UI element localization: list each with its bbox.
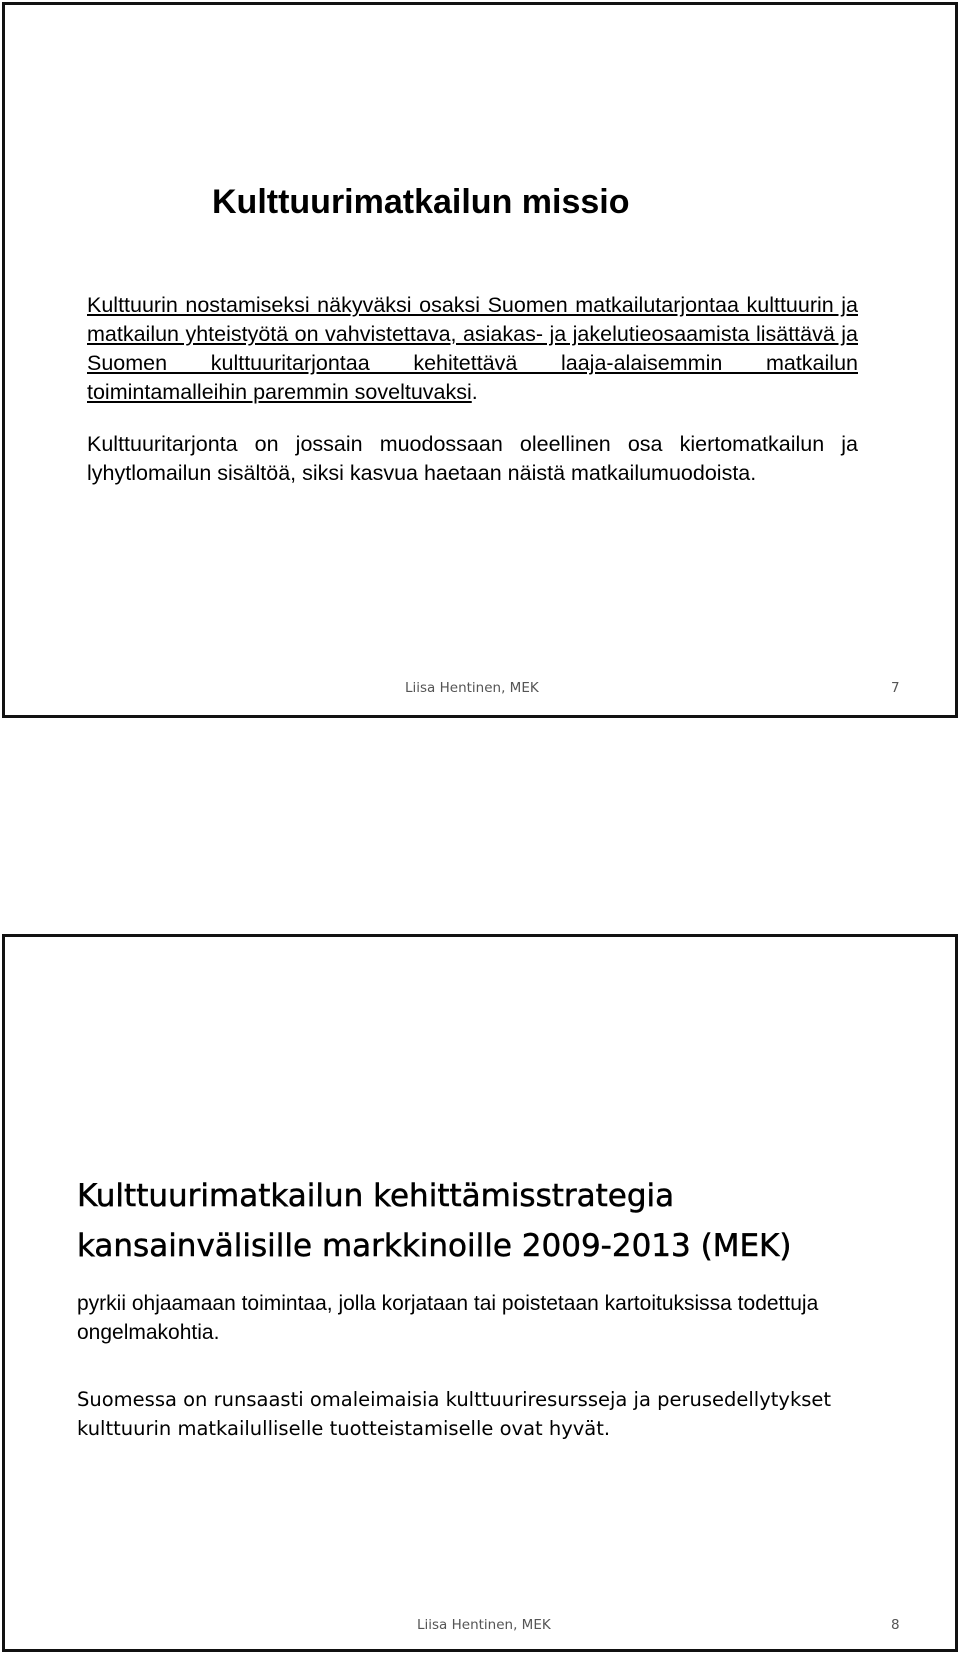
slide-title-line-2: kansainvälisille markkinoille 2009-2013 (MEK) [77,1228,792,1264]
slide-title-line-1: Kulttuurimatkailun kehittämisstrategia [77,1178,675,1214]
slide-title: Kulttuurimatkailun missio [212,183,630,221]
slide-footer: Liisa Hentinen, MEK [417,1617,551,1633]
mission-underlined-text: Kulttuurin nostamiseksi näkyväksi osaksi Suomen matkailutarjontaa kulttuurin ja matkailun yhteistyötä on vahvistettava, asiakas- ja jakelutieosaamista lisättävä ja Suomen kulttuuritarjontaa kehitettävä laaja-alaisemmin matkailun toimintamalleihin paremmin soveltuvaksi [87,293,858,404]
offering-paragraph: Kulttuuritarjonta on jossain muodossaan oleellinen osa kiertomatkailun ja lyhytlomailun sisältöä, siksi kasvua haetaan näistä matkailumuodoista. [87,432,858,485]
strategy-paragraph: pyrkii ohjaamaan toimintaa, jolla korjataan tai poistetaan kartoituksissa todettuja ongelmakohtia. [77,1292,819,1344]
slide-title [77,1171,791,1271]
slide-8 [2,934,958,1652]
resources-paragraph: Suomessa on runsaasti omaleimaisia kulttuuriresursseja ja perusedellytykset kulttuurin matkailulliselle tuotteistamiselle ovat hyvät. [77,1388,832,1440]
page-number: 8 [891,1617,900,1633]
slide-footer: Liisa Hentinen, MEK [405,680,539,696]
mission-period: . [471,380,478,404]
slide-7 [2,2,958,718]
page-number: 7 [891,680,900,696]
mission-paragraph [87,291,858,407]
